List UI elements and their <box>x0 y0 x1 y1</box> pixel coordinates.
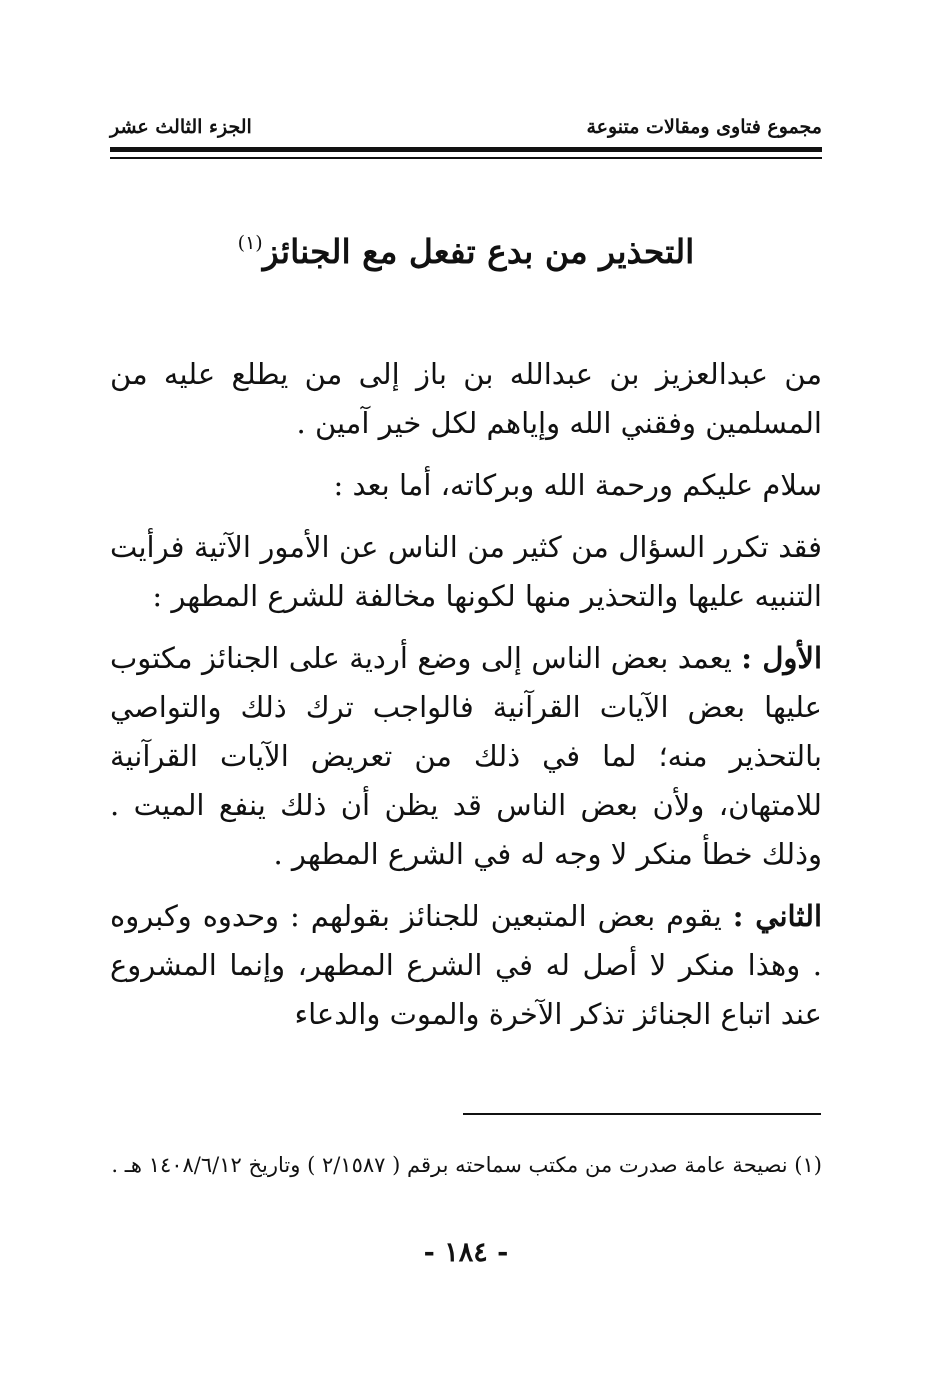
second-point-label: الثاني : <box>732 899 823 933</box>
paragraph-intro: فقد تكرر السؤال من كثير من الناس عن الأمور الآتية فرأيت التنبيه عليها والتحذير منها لكونها مخالفة للشرع المطهر : <box>110 530 822 613</box>
article-title <box>110 232 822 271</box>
header-rule-thin <box>110 157 822 159</box>
running-header <box>110 112 822 140</box>
paragraph-salutation: سلام عليكم ورحمة الله وبركاته، أما بعد : <box>333 468 822 502</box>
footnote-separator <box>463 1113 821 1115</box>
footnote: (١) نصيحة عامة صدرت من مكتب سماحته برقم ( ٢/١٥٨٧ ) وتاريخ ١٤٠٨/٦/١٢ هـ . <box>111 1153 822 1177</box>
first-point-text: يعمد بعض الناس إلى وضع أردية على الجنائز مكتوب عليها بعض الآيات القرآنية فالواجب ترك ذلك والتواصي بالتحذير منه؛ لما في ذلك من تعريض الآيات القرآنية للامتهان، ولأن بعض الناس قد يظن أن ذلك ينفع الميت . وذلك خطأ منكر لا وجه له في الشرع المطهر . <box>110 641 822 871</box>
title-footnote-ref: (١) <box>237 232 263 254</box>
article-body <box>110 350 822 1052</box>
article-title-text: التحذير من بدع تفعل مع الجنائز <box>262 232 695 271</box>
page-number: - ١٨٤ - <box>423 1237 509 1268</box>
first-point-label: الأول : <box>741 641 823 675</box>
book-title: مجموع فتاوى ومقالات متنوعة <box>586 116 822 138</box>
header-rule-thick <box>110 147 822 152</box>
second-point-text: يقوم بعض المتبعين للجنائز بقولهم : وحدوه وكبروه . وهذا منكر لا أصل له في الشرع المطهر، وإنما المشروع عند اتباع الجنائز تذكر الآخرة والموت والدعاء <box>110 899 822 1031</box>
paragraph-greeting: من عبدالعزيز بن عبدالله بن باز إلى من يطلع عليه من المسلمين وفقني الله وإياهم لكل خير آمين . <box>110 357 822 440</box>
paragraph-first-point <box>110 634 822 879</box>
volume-label: الجزء الثالث عشر <box>110 116 252 138</box>
paragraph-second-point <box>110 892 822 1039</box>
